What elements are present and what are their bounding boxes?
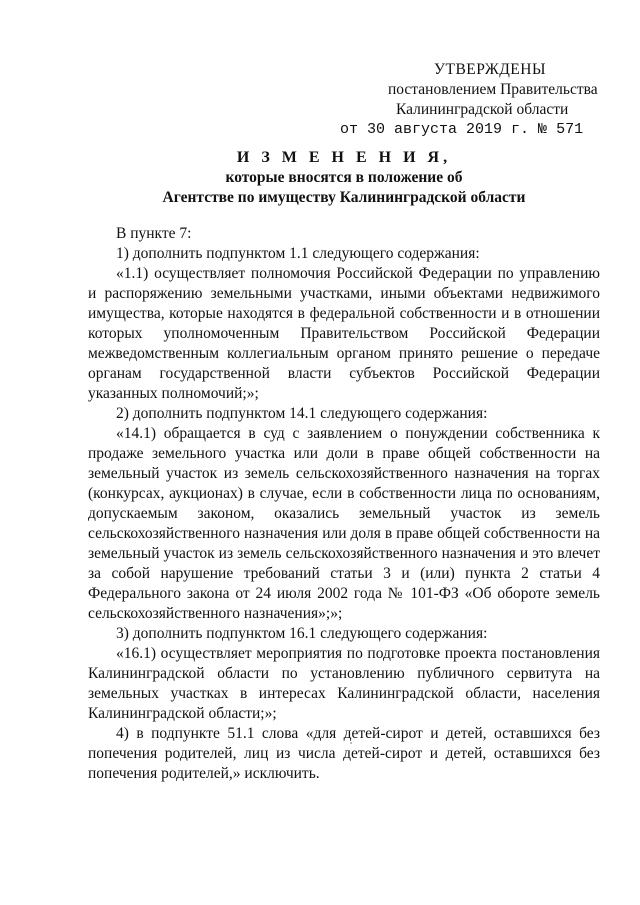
document-subtitle: которые вносятся в положение об	[225, 169, 463, 186]
approval-line: постановлением Правительства	[388, 81, 598, 98]
approval-number: 571	[556, 121, 584, 138]
paragraph: «1.1) осуществляет полномочия Российской Федерации по управлению и распоряжению земельными участками, иными объектами недвижимого имущества, которые находятся в федеральной собственности и в отношении которых уполномоченным Правительством Российской Федерации межведомственным коллегиальным органом принято решение о передаче органам государственной власти субъектов Российской Федерации указанных полномочий;»;	[88, 265, 600, 402]
paragraph: «16.1) осуществляет мероприятия по подготовке проекта постановления Калининградской области по установлению публичного сервитута на земельных участках в интересах Калининградской области, населения Калининградской области;»;	[88, 645, 600, 722]
document-body	[88, 224, 600, 784]
approval-block	[330, 60, 620, 140]
paragraph: В пункте 7:	[116, 225, 192, 242]
document-subtitle: Агентстве по имуществу Калининградской области	[162, 189, 526, 206]
paragraph: 4) в подпункте 51.1 слова «для детей-сирот и детей, оставшихся без попечения родителей, лиц из числа детей-сирот и детей, оставшихся без попечения родителей,» исключить.	[88, 725, 600, 782]
document-heading	[88, 148, 600, 208]
paragraph: 2) дополнить подпунктом 14.1 следующего содержания:	[116, 405, 488, 422]
approval-title: УТВЕРЖДЕНЫ	[434, 61, 546, 78]
paragraph: 3) дополнить подпунктом 16.1 следующего содержания:	[116, 625, 488, 642]
scan-speck	[350, 742, 352, 744]
document-title: И З М Е Н Е Н И Я,	[236, 149, 452, 166]
approval-line: Калининградской области	[396, 101, 569, 118]
approval-date	[330, 120, 620, 140]
paragraph: «14.1) обращается в суд с заявлением о понуждении собственника к продаже земельного участка или доли в праве общей собственности на земельный участок из земель сельскохозяйственного назначения на торгах (конкурсах, аукционах) в случае, если в собственности лица по основаниям, допускаемым законом, оказались земельный участок из земель сельскохозяйственного назначения или доля в праве общей собственности на земельный участок из земель сельскохозяйственного назначения и это влечет за собой нарушение требований статьи 3 и (или) пункта 2 статьи 4 Федерального закона от 24 июля 2002 года № 101-ФЗ «Об обороте земель сельскохозяйственного назначения»;»;	[88, 425, 600, 622]
approval-date-text: от 30 августа 2019 г. №	[340, 121, 548, 138]
paragraph: 1) дополнить подпунктом 1.1 следующего содержания:	[116, 245, 480, 262]
